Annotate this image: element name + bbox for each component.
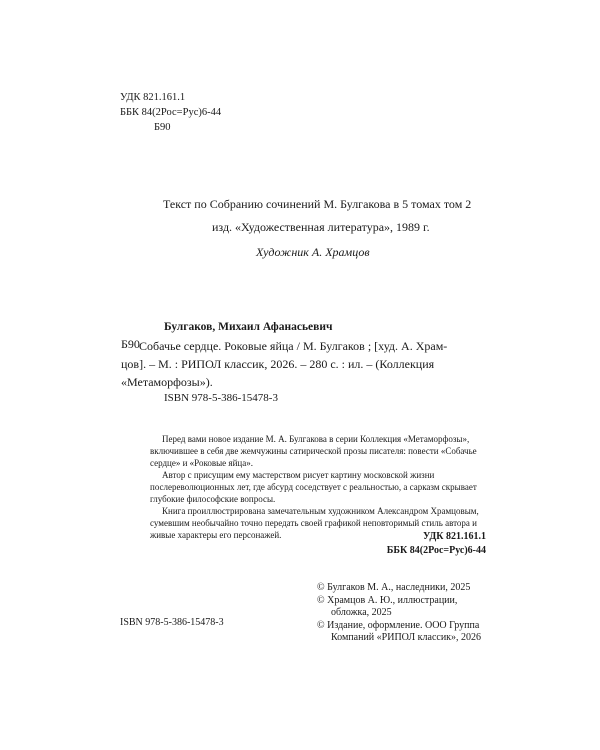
catalog-isbn: ISBN 978-5-386-15478-3 bbox=[164, 392, 278, 404]
annotation-paragraph: Перед вами новое издание М. А. Булгакова в серии Коллекция «Метаморфозы», включившее в себя две жемчужины сатирической прозы писателя: повести «Собачье сердце» и «Роковые яйца». bbox=[150, 434, 477, 468]
copyright-line: © Издание, оформление. ООО Группа bbox=[317, 619, 480, 631]
bbk-code-bottom: ББК 84(2Рос=Рус)6-44 bbox=[386, 545, 486, 556]
catalog-author-mark: Б90 bbox=[121, 337, 140, 351]
copyright-line: © Храмцов А. Ю., иллюстрации, bbox=[317, 594, 458, 606]
udk-code-bottom: УДК 821.161.1 bbox=[423, 531, 486, 542]
copyright-line: обложка, 2025 bbox=[331, 607, 392, 618]
catalog-description-line: Собачье сердце. Роковые яйца / М. Булгаков ; [худ. А. Храм- bbox=[139, 339, 448, 353]
udk-code-top: УДК 821.161.1 bbox=[120, 92, 186, 103]
bbk-code-top: ББК 84(2Рос=Рус)6-44 bbox=[120, 107, 222, 118]
illustrator-credit: Художник А. Храмцов bbox=[256, 245, 370, 259]
copyright-line: Компаний «РИПОЛ классик», 2026 bbox=[331, 632, 482, 643]
copyright-line: © Булгаков М. А., наследники, 2025 bbox=[317, 582, 471, 593]
author-mark-top: Б90 bbox=[154, 122, 171, 133]
source-note-line-1: Текст по Собранию сочинений М. Булгакова в 5 томах том 2 bbox=[163, 197, 472, 211]
catalog-description-line: «Метаморфозы»). bbox=[121, 375, 213, 389]
isbn-bottom: ISBN 978-5-386-15478-3 bbox=[120, 617, 224, 628]
copyright-block bbox=[317, 582, 481, 645]
source-note-line-2: изд. «Художественная литература», 1989 г. bbox=[212, 220, 430, 234]
annotation-paragraph: Автор с присущим ему мастерством рисует картину московской жизни послереволюционных лет, где абсурд соседствует с реальностью, а сарказм скрывает глубокие философские вопросы. bbox=[150, 470, 477, 504]
catalog-author: Булгаков, Михаил Афанасьевич bbox=[164, 321, 333, 333]
annotation-paragraph: Книга проиллюстрирована замечательным художником Александром Храмцовым, сумевшим необычайно точно передать своей графикой неповторимый стиль автора и живые характеры его персонажей. bbox=[150, 506, 479, 540]
catalog-description-line: цов]. – М. : РИПОЛ классик, 2026. – 280 с. : ил. – (Коллекция bbox=[121, 357, 435, 371]
annotation bbox=[150, 433, 480, 541]
